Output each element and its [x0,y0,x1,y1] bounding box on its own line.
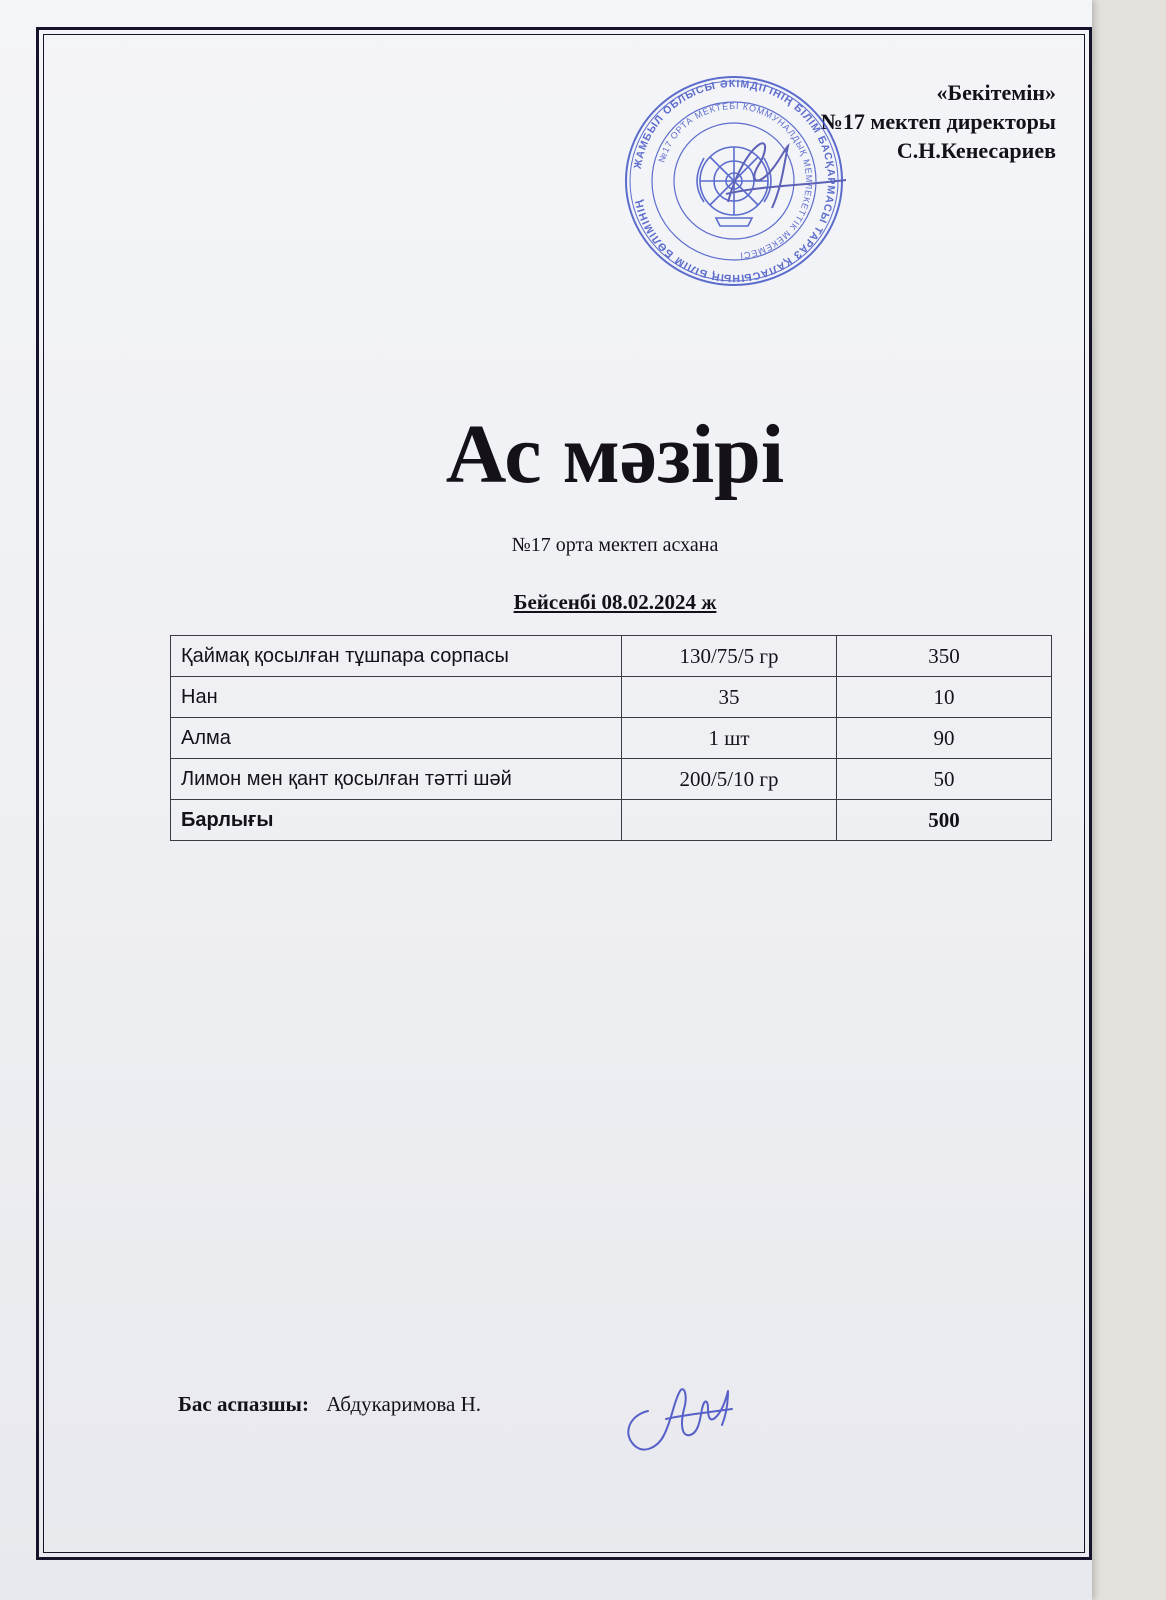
dish-calories: 90 [837,718,1052,759]
total-row [171,800,1052,841]
dish-calories: 350 [837,636,1052,677]
school-seal-stamp [608,70,860,292]
approval-director-name: С.Н.Кенесариев [896,138,1056,163]
menu-date: Бейсенбі 08.02.2024 ж [513,590,717,614]
dish-calories: 50 [837,759,1052,800]
canteen-name: №17 орта мектеп асхана [511,534,719,556]
table-row [171,636,1052,677]
head-chef-label: Бас аспазшы: [178,1392,309,1416]
total-calories: 500 [837,800,1052,841]
total-weight [622,800,837,841]
approval-heading: «Бекітемін» [936,80,1056,105]
approval-position: №17 мектеп директоры [820,109,1056,134]
dish-name: Алма [171,718,622,759]
stamp-inner-text: №17 ОРТА МЕКТЕБІ КОММУНАЛДЫҚ МЕМЛЕКЕТТІК МЕКЕМЕСІ [656,100,815,261]
menu-table [170,635,1052,841]
dish-name: Қаймақ қосылған тұшпара сорпасы [171,636,622,677]
dish-name: Нан [171,677,622,718]
head-chef-name: Абдукаримова Н. [326,1392,481,1416]
dish-weight: 130/75/5 гр [622,636,837,677]
dish-calories: 10 [837,677,1052,718]
page-title: Ас мәзірі [445,408,785,501]
dish-weight: 200/5/10 гр [622,759,837,800]
table-row [171,718,1052,759]
total-label: Барлығы [171,800,622,841]
dish-weight: 1 шт [622,718,837,759]
dish-weight: 35 [622,677,837,718]
head-chef-line [178,1392,481,1417]
stamp-outer-text: ЖАМБЫЛ ОБЛЫСЫ ӘКІМДІГІНІҢ БІЛІМ БАСҚАРМАСЫ ТАРАЗ ҚАЛАСЫНЫҢ БІЛІМ БӨЛІМІНІҢ [631,77,838,285]
table-row [171,677,1052,718]
chef-signature [618,1375,748,1459]
dish-name: Лимон мен қант қосылған тәтті шәй [171,759,622,800]
table-row [171,759,1052,800]
state-emblem-icon [697,147,771,226]
